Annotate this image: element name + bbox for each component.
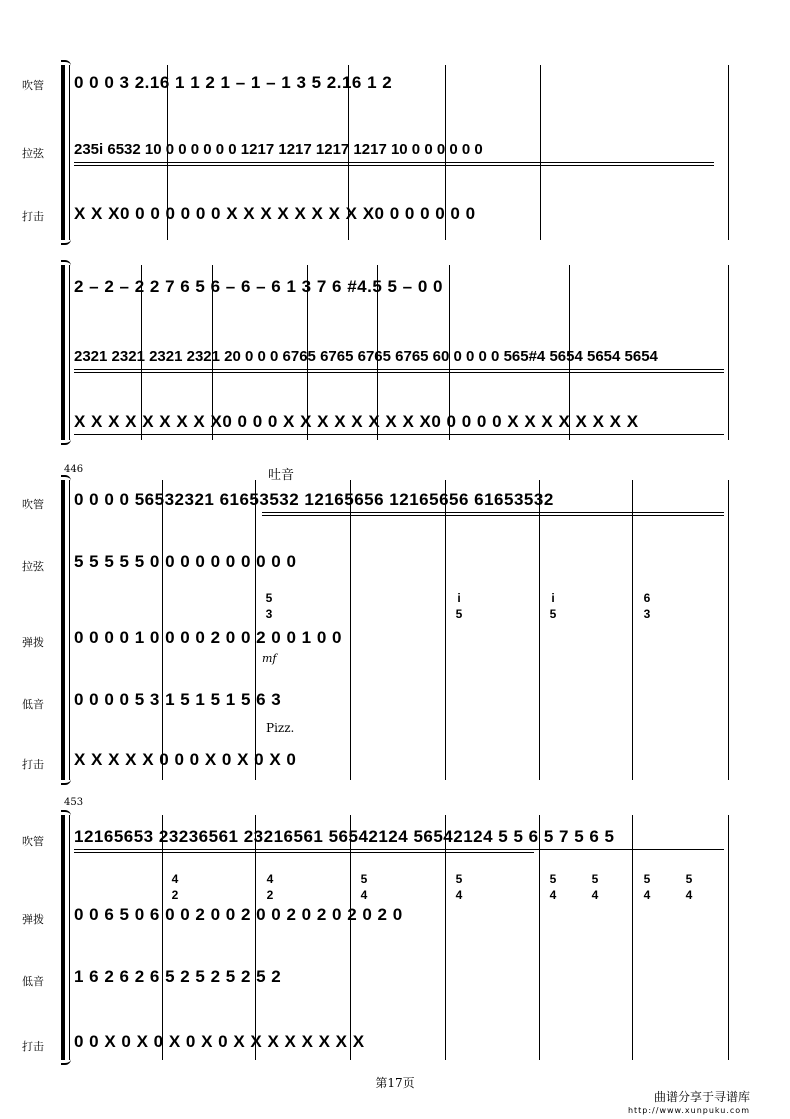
instrument-label: 拉弦 <box>22 147 44 160</box>
instrument-label: 吹管 <box>22 835 44 848</box>
notation-row: 235i 6532 10 0 0 0 0 0 0 1217 1217 1217 1217 10 0 0 0 0 0 0 <box>74 141 483 158</box>
system-bracket <box>61 265 65 440</box>
chord-stack: 4 2 <box>171 872 179 902</box>
technique-marking: Pizz. <box>266 721 295 735</box>
notation-row: 1 6 2 6 2 6 5 2 5 2 5 2 5 2 <box>74 967 282 986</box>
barline <box>539 815 540 1060</box>
dynamic-marking: mf <box>262 652 277 665</box>
chord-stack: i 5 <box>455 591 463 621</box>
underline-beam <box>262 512 724 513</box>
instrument-label: 打击 <box>22 758 44 771</box>
instrument-label: 弹拨 <box>22 913 44 926</box>
instrument-label: 打击 <box>22 1040 44 1053</box>
instrument-label: 低音 <box>22 975 44 988</box>
system-line <box>69 265 70 440</box>
chord-stack: 5 4 <box>685 872 693 902</box>
barline <box>632 815 633 1060</box>
chord-stack: 5 4 <box>360 872 368 902</box>
instrument-label: 打击 <box>22 210 44 223</box>
system-bracket <box>61 815 65 1060</box>
system-line <box>69 65 70 240</box>
notation-row: X X X X X X X X X0 0 0 0 X X X X X X X X X0 0 0 0 0 X X X X X X X X <box>74 412 639 431</box>
notation-row: 0 0 0 0 56532321 61653532 12165656 12165656 61653532 <box>74 490 554 509</box>
technique-annotation: 吐音 <box>268 468 295 483</box>
underline-beam <box>74 372 724 373</box>
barline <box>728 815 729 1060</box>
system-line <box>69 815 70 1060</box>
notation-row: 0 0 X 0 X 0 X 0 X 0 X X X X X X X X <box>74 1032 365 1051</box>
notation-row: 2321 2321 2321 2321 20 0 0 0 6765 6765 6765 6765 60 0 0 0 0 565#4 5654 5654 5654 <box>74 348 658 365</box>
instrument-label: 低音 <box>22 698 44 711</box>
instrument-label: 吹管 <box>22 79 44 92</box>
notation-row: 0 0 0 0 5 3 1 5 1 5 1 5 6 3 <box>74 690 282 709</box>
notation-row: X X X0 0 0 0 0 0 0 X X X X X X X X X0 0 0 0 0 0 0 <box>74 204 476 223</box>
chord-stack: 5 4 <box>643 872 651 902</box>
instrument-label: 弹拨 <box>22 636 44 649</box>
notation-row: 0 0 0 3 2.16 1 1 2 1 – 1 – 1 3 5 2.16 1 2 <box>74 73 393 92</box>
chord-stack: 6 3 <box>643 591 651 621</box>
notation-row: 0 0 0 0 1 0 0 0 0 2 0 0 2 0 0 1 0 0 <box>74 628 342 647</box>
chord-stack: 5 4 <box>455 872 463 902</box>
page-number: 第17页 <box>375 1076 415 1090</box>
notation-row: 12165653 23236561 23216561 56542124 56542124 5 5 6 5 7 5 6 5 <box>74 827 615 846</box>
watermark-url: http://www.xunpuku.com <box>627 1106 750 1115</box>
chord-stack: 5 3 <box>265 591 273 621</box>
notation-row: X X X X X 0 0 0 X 0 X 0 X 0 <box>74 750 297 769</box>
measure-number: 446 <box>64 464 84 475</box>
underline-beam <box>74 852 534 853</box>
underline-beam <box>262 515 724 516</box>
chord-stack: i 5 <box>549 591 557 621</box>
chord-stack: 5 4 <box>549 872 557 902</box>
instrument-label: 拉弦 <box>22 560 44 573</box>
notation-row: 5 5 5 5 5 0 0 0 0 0 0 0 0 0 0 <box>74 552 297 571</box>
system-bracket <box>61 480 65 780</box>
chord-stack: 5 4 <box>591 872 599 902</box>
notation-row: 2 – 2 – 2 2 7 6 5 6 – 6 – 6 1 3 7 6 #4.5 5 – 0 0 <box>74 277 443 296</box>
watermark-text: 曲谱分享于寻谱库 <box>653 1090 750 1104</box>
underline-beam <box>74 849 724 850</box>
instrument-label: 吹管 <box>22 498 44 511</box>
underline-beam <box>74 162 714 163</box>
underline-beam <box>74 434 724 435</box>
system-bracket <box>61 65 65 240</box>
underline-beam <box>74 369 724 370</box>
chord-stack: 4 2 <box>266 872 274 902</box>
system-line <box>69 480 70 780</box>
watermark <box>628 1090 750 1118</box>
notation-row: 0 0 6 5 0 6 0 0 2 0 0 2 0 0 2 0 2 0 2 0 2 0 <box>74 905 403 924</box>
measure-number: 453 <box>64 797 84 808</box>
underline-beam <box>74 165 714 166</box>
